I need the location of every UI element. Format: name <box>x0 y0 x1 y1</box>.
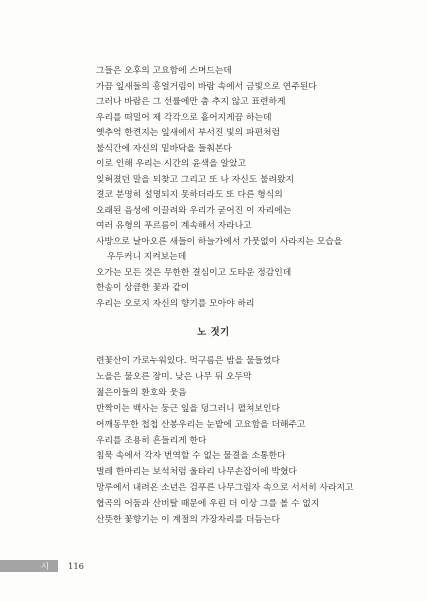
poem-line: 노을은 물오른 장미. 낮은 나무 뒤 오두막 <box>96 371 252 382</box>
poem-line: 이로 인해 우리는 시간의 윤색을 알았고 <box>96 159 246 169</box>
poem-line: 반짝이는 백사는 둥근 잎을 덩그러니 펼쳐보인다 <box>96 403 280 414</box>
poem-line: 오래된 음성에 이끌려와 우리가 굳어진 이 자리에는 <box>96 205 292 216</box>
poem-line: 산뜻한 꽃향기는 이 계절의 가장자리를 더듬는다 <box>96 515 280 526</box>
poem-line: 옛추억 한켠지는 잎새에서 부서진 빛의 파편처럼 <box>96 128 280 138</box>
poem-line: 한송이 상큼한 꽃과 같이 <box>96 283 190 293</box>
poem-line: 우리를 떠밀어 제 각각으로 흩어지게끔 하는데 <box>96 112 272 123</box>
poem-body <box>96 354 354 529</box>
section-label: 시 <box>40 561 49 571</box>
poem-line: 망루에서 내려온 소년은 검푸른 나무그림자 속으로 서서히 사라지고 <box>96 483 354 494</box>
poem-line: 어깨동무한 첩첩 산봉우리는 눈밭에 고요함을 더해주고 <box>96 419 306 430</box>
poem-line: 협곡의 어둠과 산비탈 때문에 우린 더 이상 그를 볼 수 없지 <box>96 499 320 510</box>
poem-line: 불식간에 자신의 밑바닥을 들춰본다 <box>96 143 232 154</box>
poem-line-indented: 우두커니 지켜보는데 <box>107 252 187 262</box>
poem-line: 사방으로 날아오른 새들이 하늘가에서 가뭇없이 사라지는 모습을 <box>96 236 343 247</box>
poem-line: 련꽃산이 가로누워있다. 먹구름은 밤을 물들였다 <box>96 356 280 366</box>
poem-line: 우리는 오로지 자신의 향기를 모아야 하리 <box>96 298 255 309</box>
poem-line: 여러 유형의 푸르름이 계속해서 자라나고 <box>96 221 252 231</box>
poem-line: 우리를 조용히 흔들리게 한다 <box>96 435 207 446</box>
page-number: 116 <box>68 561 84 571</box>
poem-line: 젊은이들의 환호와 웃음 <box>96 387 187 398</box>
poem-line: 결코 분명히 설명되지 못하더라도 또 다른 형식의 <box>96 190 283 200</box>
poem-title: 노 젓기 <box>197 327 230 338</box>
poem-line: 오가는 모든 것은 무한한 결심이고 도타운 정감인데 <box>96 267 292 278</box>
poem-line: 잊혀졌던 말을 되찾고 그리고 또 나 자신도 불려왔지 <box>96 174 295 185</box>
poem-continued <box>96 64 342 312</box>
poem-line: 그러나 바람은 그 선률에만 춤 추지 않고 표련하게 <box>96 97 286 107</box>
poem-line: 가끔 잎새들의 흥얼거림이 바람 속에서 금빛으로 연주된다 <box>96 81 317 92</box>
poem-line: 그들은 오후의 고요함에 스며드는데 <box>96 66 232 76</box>
poem-line: 침묵 속에서 각자 번역할 수 없는 물결을 소통한다 <box>96 451 286 462</box>
section-tab <box>0 560 58 572</box>
poem-line: 벌레 한마리는 보석처럼 울타리 나무손잡이에 박혔다 <box>96 467 297 478</box>
